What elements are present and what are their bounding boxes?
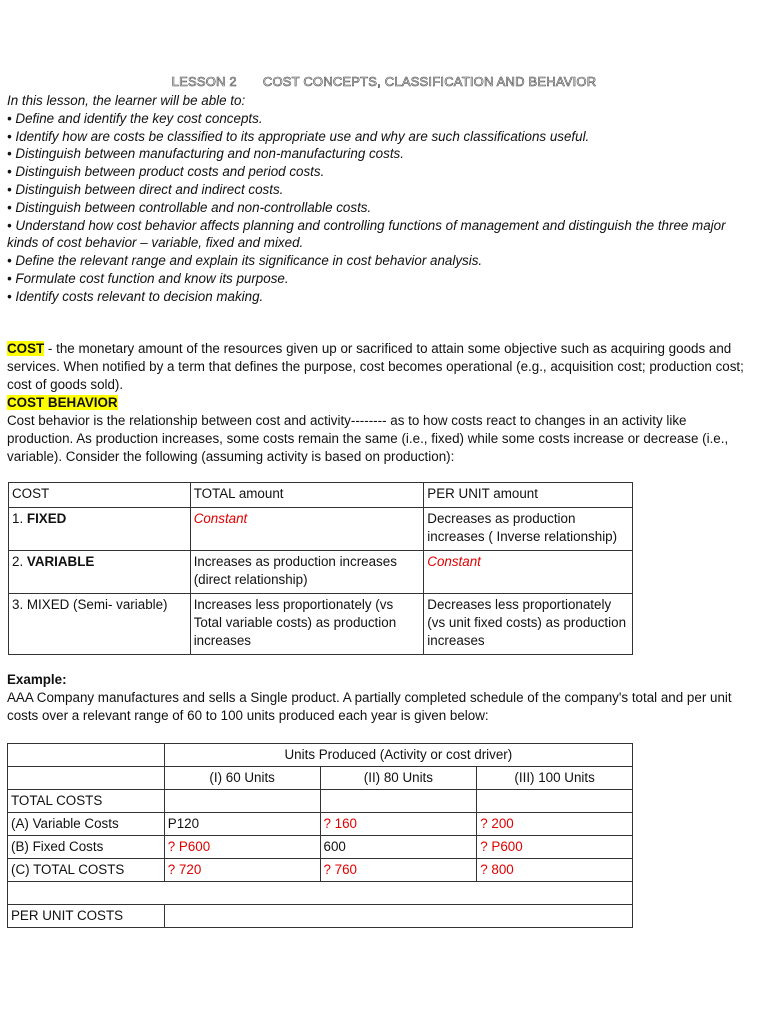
value-cell: [320, 790, 477, 813]
column-header: (II) 80 Units: [320, 767, 477, 790]
cost-type-cell: 1. FIXED: [9, 508, 191, 551]
table-row: [8, 882, 633, 905]
table-row: [9, 551, 633, 594]
objective-item: • Define the relevant range and explain its significance in cost behavior analysis.: [7, 253, 483, 269]
table-row: [8, 790, 633, 813]
row-label: TOTAL COSTS: [8, 790, 165, 813]
row-label: (A) Variable Costs: [8, 813, 165, 836]
cost-behavior-table: [8, 482, 633, 655]
header-cell: PER UNIT amount: [424, 483, 633, 508]
row-label: (B) Fixed Costs: [8, 836, 165, 859]
objective-item: • Identify costs relevant to decision making.: [7, 288, 264, 304]
table-header-row: [9, 483, 633, 508]
example-text: AAA Company manufactures and sells a Single product. A partially completed schedule of the company's total and per unit costs over a relevant range of 60 to 100 units produced each year is given below:: [7, 690, 732, 723]
value-cell: [477, 790, 633, 813]
row-label: PER UNIT COSTS: [8, 905, 165, 928]
value-cell: ? P600: [477, 836, 633, 859]
blank-row-cell: [8, 882, 633, 905]
group-header: Units Produced (Activity or cost driver): [164, 744, 632, 767]
objective-item: • Distinguish between controllable and non-controllable costs.: [7, 199, 372, 215]
objective-item: • Distinguish between direct and indirect costs.: [7, 181, 284, 197]
value-cell: ? 760: [320, 859, 477, 882]
cost-term: COST: [7, 341, 45, 356]
value-cell: [164, 790, 320, 813]
value-cell: 600: [320, 836, 477, 859]
objective-item: • Identify how are costs be classified to its appropriate use and why are such classifications useful.: [7, 128, 590, 144]
learning-objectives: [7, 92, 752, 306]
per-unit-cell: Decreases less proportionately (vs unit fixed costs) as production increases: [424, 594, 633, 655]
table-row: [8, 744, 633, 767]
per-unit-cell: Constant: [424, 551, 633, 594]
value-cell: ? 800: [477, 859, 633, 882]
lesson-number: LESSON 2: [171, 74, 237, 89]
total-cell: Increases less proportionately (vs Total variable costs) as production increases: [190, 594, 424, 655]
objectives-intro: In this lesson, the learner will be able to:: [7, 93, 246, 108]
table-row: [8, 836, 633, 859]
lesson-heading: COST CONCEPTS, CLASSIFICATION AND BEHAVIOR: [262, 74, 597, 89]
per-unit-cell: Decreases as production increases ( Inverse relationship): [424, 508, 633, 551]
cost-behavior-section: [7, 394, 752, 466]
value-cell: P120: [164, 813, 320, 836]
total-cell: Constant: [190, 508, 424, 551]
cost-schedule-table: [7, 743, 633, 928]
table-row: [9, 508, 633, 551]
cost-type-cell: 2. VARIABLE: [9, 551, 191, 594]
total-cell: Increases as production increases (direct relationship): [190, 551, 424, 594]
table-row: [8, 767, 633, 790]
cost-behavior-heading: COST BEHAVIOR: [7, 395, 118, 410]
objective-item: • Define and identify the key cost concepts.: [7, 110, 263, 126]
value-cell: ? P600: [164, 836, 320, 859]
cost-definition: [7, 340, 752, 394]
header-cell: TOTAL amount: [190, 483, 424, 508]
objective-item: • Formulate cost function and know its purpose.: [7, 270, 289, 286]
table-row: [9, 594, 633, 655]
empty-cell: [8, 744, 165, 767]
table-row: [8, 813, 633, 836]
value-cell: ? 720: [164, 859, 320, 882]
objective-item: • Understand how cost behavior affects planning and controlling functions of management and distinguish the three major kinds of cost behavior – variable, fixed and mixed.: [7, 217, 726, 251]
objective-item: • Distinguish between manufacturing and non-manufacturing costs.: [7, 146, 404, 162]
value-cell: ? 160: [320, 813, 477, 836]
table-row: [8, 905, 633, 928]
cost-behavior-text: Cost behavior is the relationship between cost and activity-------- as to how costs react to changes in an activity like production. As production increases, some costs remain the same (i.e., fixed) while some costs increase or decrease (i.e., variable). Consider the following (assuming activity is based on production):: [7, 413, 729, 464]
value-cell: [164, 905, 632, 928]
row-label: (C) TOTAL COSTS: [8, 859, 165, 882]
example-section: [7, 671, 752, 725]
column-header: (I) 60 Units: [164, 767, 320, 790]
table-row: [8, 859, 633, 882]
cost-type-cell: 3. MIXED (Semi- variable): [9, 594, 191, 655]
example-label: Example:: [7, 672, 67, 687]
objective-item: • Distinguish between product costs and period costs.: [7, 164, 325, 180]
cost-definition-text: - the monetary amount of the resources given up or sacrificed to attain some objective such as acquiring goods and services. When notified by a term that defines the purpose, cost becomes operational (e.g., acquisition cost; production cost; cost of goods sold).: [7, 341, 744, 392]
column-header: (III) 100 Units: [477, 767, 633, 790]
lesson-title: [0, 74, 768, 89]
empty-cell: [8, 767, 165, 790]
value-cell: ? 200: [477, 813, 633, 836]
header-cell: COST: [9, 483, 191, 508]
